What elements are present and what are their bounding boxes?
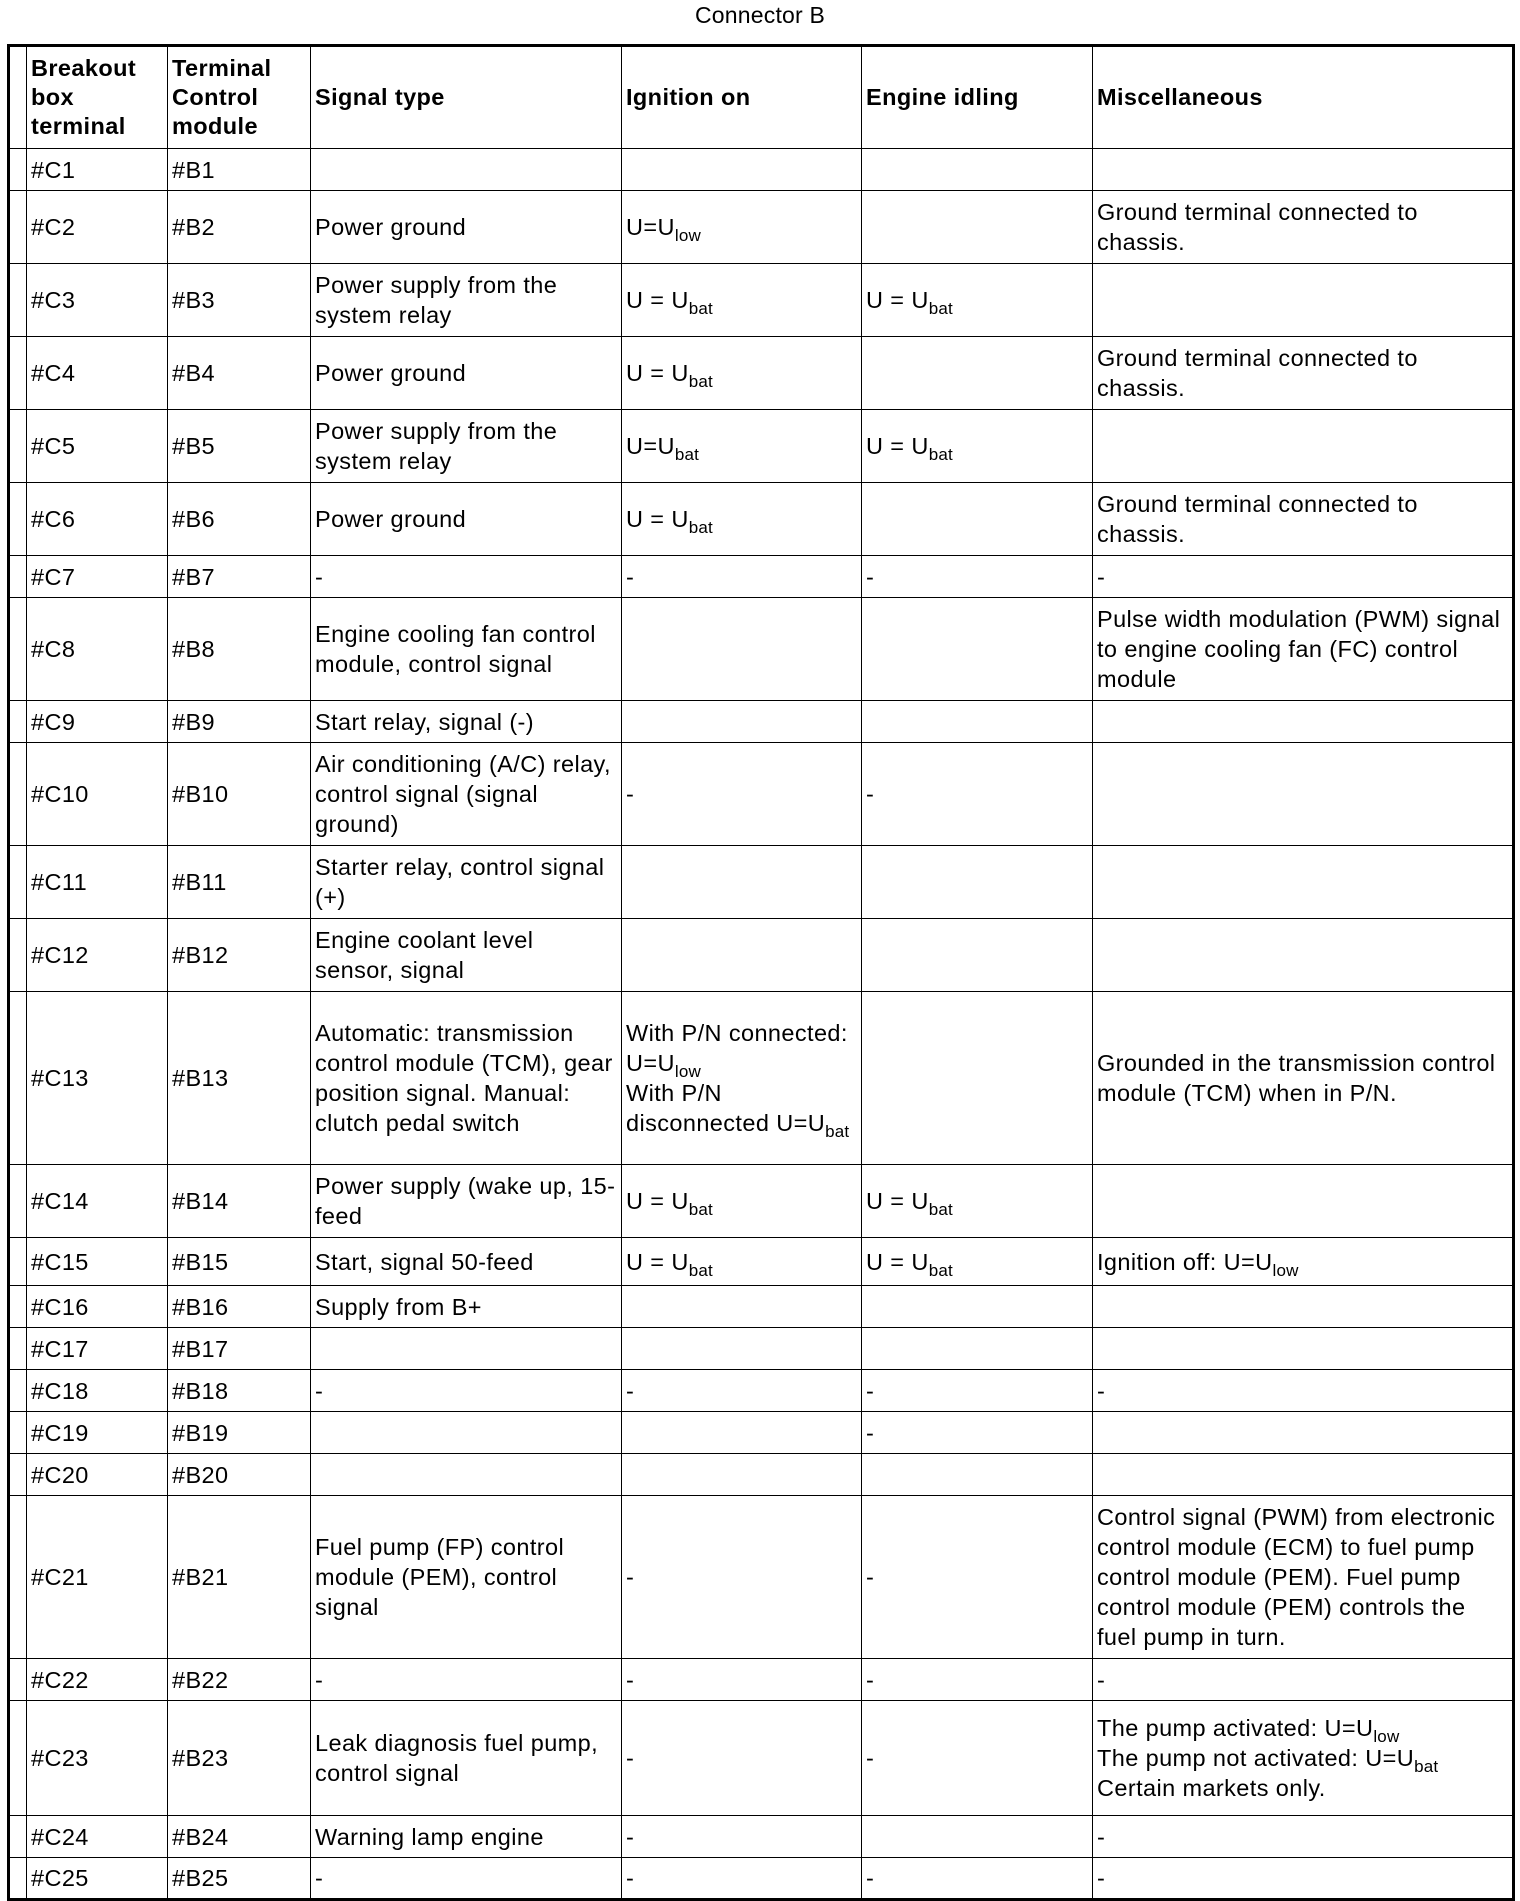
ignition-on-cell <box>622 1286 862 1328</box>
ignition-on-cell: $U = U_{bat}$ <box>622 264 862 337</box>
subscript: bat <box>688 1200 713 1219</box>
col-header-ignition-on: Ignition on <box>622 46 862 149</box>
miscellaneous-cell <box>1093 1165 1514 1238</box>
breakout-terminal-cell: #C3 <box>27 264 168 337</box>
control-module-terminal-cell: #B9 <box>168 701 311 743</box>
table-row <box>9 1659 1514 1701</box>
signal-type-cell: Air conditioning (A/C) relay, control signal (signal ground) <box>311 743 622 846</box>
subscript: bat <box>825 1122 850 1141</box>
engine-idling-cell <box>862 846 1093 919</box>
breakout-terminal-cell: #C1 <box>27 149 168 191</box>
engine-idling-cell <box>862 483 1093 556</box>
table-row <box>9 992 1514 1165</box>
subscript: bat <box>1414 1757 1439 1776</box>
table-row <box>9 337 1514 410</box>
signal-type-cell: Starter relay, control signal (+) <box>311 846 622 919</box>
table-row <box>9 1496 1514 1659</box>
row-gutter <box>9 1165 27 1238</box>
control-module-terminal-cell: #B4 <box>168 337 311 410</box>
table-row <box>9 1165 1514 1238</box>
engine-idling-cell <box>862 1286 1093 1328</box>
subscript: bat <box>928 1200 953 1219</box>
signal-type-cell: - <box>311 556 622 598</box>
signal-type-cell: Power ground <box>311 483 622 556</box>
subscript: low <box>674 1062 701 1081</box>
table-row <box>9 556 1514 598</box>
breakout-terminal-cell: #C8 <box>27 598 168 701</box>
ignition-on-cell <box>622 919 862 992</box>
ignition-on-cell: $U = U_{bat}$ <box>622 1238 862 1286</box>
signal-type-cell: Start relay, signal (-) <box>311 701 622 743</box>
ignition-on-cell <box>622 598 862 701</box>
table-row <box>9 1701 1514 1816</box>
cell-line: Certain markets only. <box>1097 1775 1326 1801</box>
breakout-terminal-cell: #C25 <box>27 1858 168 1900</box>
ignition-on-cell: - <box>622 1701 862 1816</box>
miscellaneous-cell: - <box>1093 556 1514 598</box>
col-header-breakout-box-terminal: Breakout box terminal <box>27 46 168 149</box>
col-header-terminal-control-module: Terminal Control module <box>168 46 311 149</box>
breakout-terminal-cell: #C13 <box>27 992 168 1165</box>
row-gutter <box>9 1858 27 1900</box>
miscellaneous-cell: Grounded in the transmission control module (TCM) when in P/N. <box>1093 992 1514 1165</box>
ignition-on-cell: $U=U_{low}$ <box>622 191 862 264</box>
miscellaneous-cell <box>1093 1286 1514 1328</box>
signal-type-cell: Leak diagnosis fuel pump, control signal <box>311 1701 622 1816</box>
engine-idling-cell: $U = U_{bat}$ <box>862 410 1093 483</box>
breakout-terminal-cell: #C17 <box>27 1328 168 1370</box>
miscellaneous-cell: Ground terminal connected to chassis. <box>1093 337 1514 410</box>
miscellaneous-cell <box>1093 149 1514 191</box>
signal-type-cell: - <box>311 1659 622 1701</box>
control-module-terminal-cell: #B24 <box>168 1816 311 1858</box>
ignition-on-cell: - <box>622 743 862 846</box>
table-row <box>9 1412 1514 1454</box>
col-header-signal-type: Signal type <box>311 46 622 149</box>
engine-idling-cell: $U = U_{bat}$ <box>862 1165 1093 1238</box>
ignition-on-cell: $U = U_{bat}$ <box>622 1165 862 1238</box>
control-module-terminal-cell: #B5 <box>168 410 311 483</box>
table-row <box>9 149 1514 191</box>
engine-idling-cell: - <box>862 1412 1093 1454</box>
table-row <box>9 1370 1514 1412</box>
signal-type-cell: Power ground <box>311 191 622 264</box>
subscript: bat <box>688 1260 713 1280</box>
breakout-terminal-cell: #C19 <box>27 1412 168 1454</box>
engine-idling-cell: - <box>862 743 1093 846</box>
miscellaneous-cell: Ground terminal connected to chassis. <box>1093 191 1514 264</box>
signal-type-cell <box>311 149 622 191</box>
breakout-terminal-cell: #C4 <box>27 337 168 410</box>
ignition-on-cell <box>622 149 862 191</box>
row-gutter <box>9 1328 27 1370</box>
signal-type-cell: Warning lamp engine <box>311 1816 622 1858</box>
engine-idling-cell: - <box>862 1701 1093 1816</box>
breakout-terminal-cell: #C5 <box>27 410 168 483</box>
breakout-terminal-cell: #C12 <box>27 919 168 992</box>
engine-idling-cell: - <box>862 556 1093 598</box>
miscellaneous-cell <box>1093 410 1514 483</box>
row-gutter <box>9 1496 27 1659</box>
control-module-terminal-cell: #B16 <box>168 1286 311 1328</box>
control-module-terminal-cell: #B8 <box>168 598 311 701</box>
signal-type-cell: Power supply (wake up, 15-feed <box>311 1165 622 1238</box>
ignition-on-cell <box>622 992 862 1165</box>
control-module-terminal-cell: #B12 <box>168 919 311 992</box>
row-gutter <box>9 337 27 410</box>
row-gutter <box>9 1659 27 1701</box>
control-module-terminal-cell: #B7 <box>168 556 311 598</box>
table-row <box>9 701 1514 743</box>
row-gutter <box>9 846 27 919</box>
row-gutter <box>9 191 27 264</box>
engine-idling-cell <box>862 337 1093 410</box>
ignition-on-cell: - <box>622 1816 862 1858</box>
signal-type-cell: - <box>311 1858 622 1900</box>
row-gutter <box>9 483 27 556</box>
table-row <box>9 1454 1514 1496</box>
miscellaneous-cell: - <box>1093 1858 1514 1900</box>
miscellaneous-cell: - <box>1093 1816 1514 1858</box>
ignition-on-cell <box>622 1328 862 1370</box>
ignition-on-cell: $U = U_{bat}$ <box>622 483 862 556</box>
breakout-terminal-cell: #C20 <box>27 1454 168 1496</box>
signal-type-cell: - <box>311 1370 622 1412</box>
table-row <box>9 919 1514 992</box>
control-module-terminal-cell: #B22 <box>168 1659 311 1701</box>
engine-idling-cell <box>862 149 1093 191</box>
row-gutter <box>9 1370 27 1412</box>
breakout-terminal-cell: #C22 <box>27 1659 168 1701</box>
breakout-terminal-cell: #C6 <box>27 483 168 556</box>
ignition-on-cell <box>622 846 862 919</box>
table-row <box>9 1858 1514 1900</box>
col-header-miscellaneous: Miscellaneous <box>1093 46 1514 149</box>
row-gutter <box>9 1816 27 1858</box>
control-module-terminal-cell: #B15 <box>168 1238 311 1286</box>
miscellaneous-cell <box>1093 701 1514 743</box>
control-module-terminal-cell: #B17 <box>168 1328 311 1370</box>
row-gutter <box>9 598 27 701</box>
miscellaneous-cell: Control signal (PWM) from electronic control module (ECM) to fuel pump control module (PEM). Fuel pump control module (PEM) controls the fuel pump in turn. <box>1093 1496 1514 1659</box>
row-gutter <box>9 992 27 1165</box>
miscellaneous-cell <box>1093 743 1514 846</box>
engine-idling-cell: $U = U_{bat}$ <box>862 264 1093 337</box>
breakout-terminal-cell: #C9 <box>27 701 168 743</box>
ignition-on-cell <box>622 1454 862 1496</box>
subscript: bat <box>928 299 953 318</box>
row-gutter <box>9 264 27 337</box>
row-gutter <box>9 919 27 992</box>
cell-line: With P/N disconnected $U=U_{bat}$ <box>626 1080 850 1141</box>
subscript: bat <box>928 1260 953 1280</box>
subscript: bat <box>674 445 700 464</box>
miscellaneous-cell <box>1093 1412 1514 1454</box>
control-module-terminal-cell: #B18 <box>168 1370 311 1412</box>
subscript: bat <box>688 299 713 318</box>
engine-idling-cell: - <box>862 1370 1093 1412</box>
control-module-terminal-cell: #B19 <box>168 1412 311 1454</box>
breakout-terminal-cell: #C11 <box>27 846 168 919</box>
table-row <box>9 264 1514 337</box>
miscellaneous-cell: - <box>1093 1659 1514 1701</box>
breakout-terminal-cell: #C18 <box>27 1370 168 1412</box>
signal-type-cell: Power supply from the system relay <box>311 264 622 337</box>
signal-type-cell <box>311 1454 622 1496</box>
engine-idling-cell <box>862 191 1093 264</box>
signal-type-cell: Supply from B+ <box>311 1286 622 1328</box>
subscript: low <box>674 226 701 245</box>
signal-type-cell: Power ground <box>311 337 622 410</box>
col-header-engine-idling: Engine idling <box>862 46 1093 149</box>
engine-idling-cell <box>862 992 1093 1165</box>
signal-type-cell: Automatic: transmission control module (TCM), gear position signal. Manual: clutch pedal switch <box>311 992 622 1165</box>
row-gutter <box>9 1238 27 1286</box>
signal-type-cell <box>311 1328 622 1370</box>
ignition-on-cell: - <box>622 1496 862 1659</box>
row-gutter <box>9 1454 27 1496</box>
connector-b-table <box>7 44 1515 1901</box>
breakout-terminal-cell: #C14 <box>27 1165 168 1238</box>
signal-type-cell: Start, signal 50-feed <box>311 1238 622 1286</box>
engine-idling-cell: - <box>862 1496 1093 1659</box>
row-gutter <box>9 149 27 191</box>
row-gutter <box>9 701 27 743</box>
table-row <box>9 1286 1514 1328</box>
control-module-terminal-cell: #B20 <box>168 1454 311 1496</box>
row-gutter <box>9 1286 27 1328</box>
table-row <box>9 846 1514 919</box>
table-row <box>9 1328 1514 1370</box>
ignition-on-cell: - <box>622 556 862 598</box>
engine-idling-cell: - <box>862 1659 1093 1701</box>
control-module-terminal-cell: #B1 <box>168 149 311 191</box>
engine-idling-cell: - <box>862 1858 1093 1900</box>
row-gutter <box>9 1412 27 1454</box>
table-body <box>9 149 1514 1900</box>
cell-line: The pump activated: $U=U_{low}$ <box>1097 1715 1400 1746</box>
ignition-on-cell: $U = U_{bat}$ <box>622 337 862 410</box>
breakout-terminal-cell: #C10 <box>27 743 168 846</box>
subscript: bat <box>688 372 713 391</box>
subscript: low <box>1272 1260 1299 1280</box>
subscript: bat <box>688 518 713 537</box>
miscellaneous-cell <box>1093 1328 1514 1370</box>
miscellaneous-cell: Ignition off: $U=U_{low}$ <box>1093 1238 1514 1286</box>
breakout-terminal-cell: #C7 <box>27 556 168 598</box>
engine-idling-cell <box>862 1816 1093 1858</box>
engine-idling-cell <box>862 701 1093 743</box>
signal-type-cell: Power supply from the system relay <box>311 410 622 483</box>
control-module-terminal-cell: #B11 <box>168 846 311 919</box>
breakout-terminal-cell: #C15 <box>27 1238 168 1286</box>
table-row <box>9 743 1514 846</box>
ignition-on-cell: - <box>622 1858 862 1900</box>
signal-type-cell <box>311 1412 622 1454</box>
miscellaneous-cell: Pulse width modulation (PWM) signal to engine cooling fan (FC) control module <box>1093 598 1514 701</box>
ignition-on-cell <box>622 1412 862 1454</box>
control-module-terminal-cell: #B6 <box>168 483 311 556</box>
signal-type-cell: Engine cooling fan control module, control signal <box>311 598 622 701</box>
table-row <box>9 483 1514 556</box>
control-module-terminal-cell: #B21 <box>168 1496 311 1659</box>
miscellaneous-cell <box>1093 1454 1514 1496</box>
subscript: low <box>1373 1727 1400 1746</box>
engine-idling-cell <box>862 1328 1093 1370</box>
table-row <box>9 1238 1514 1286</box>
table-caption: Connector B <box>694 2 826 28</box>
control-module-terminal-cell: #B14 <box>168 1165 311 1238</box>
engine-idling-cell <box>862 1454 1093 1496</box>
table-row <box>9 191 1514 264</box>
control-module-terminal-cell: #B10 <box>168 743 311 846</box>
miscellaneous-cell <box>1093 846 1514 919</box>
subscript: bat <box>928 445 953 464</box>
cell-line: With P/N connected: $U=U_{low}$ <box>626 1020 848 1081</box>
miscellaneous-cell: Ground terminal connected to chassis. <box>1093 483 1514 556</box>
miscellaneous-cell <box>1093 1701 1514 1816</box>
control-module-terminal-cell: #B23 <box>168 1701 311 1816</box>
control-module-terminal-cell: #B13 <box>168 992 311 1165</box>
control-module-terminal-cell: #B2 <box>168 191 311 264</box>
engine-idling-cell <box>862 919 1093 992</box>
miscellaneous-cell: - <box>1093 1370 1514 1412</box>
breakout-terminal-cell: #C2 <box>27 191 168 264</box>
row-gutter <box>9 410 27 483</box>
breakout-terminal-cell: #C21 <box>27 1496 168 1659</box>
ignition-on-cell: $U=U_{bat}$ <box>622 410 862 483</box>
control-module-terminal-cell: #B3 <box>168 264 311 337</box>
miscellaneous-cell <box>1093 919 1514 992</box>
row-gutter <box>9 1701 27 1816</box>
engine-idling-cell: $U = U_{bat}$ <box>862 1238 1093 1286</box>
breakout-terminal-cell: #C24 <box>27 1816 168 1858</box>
header-row <box>9 46 1514 149</box>
row-gutter <box>9 556 27 598</box>
ignition-on-cell <box>622 701 862 743</box>
ignition-on-cell: - <box>622 1370 862 1412</box>
breakout-terminal-cell: #C23 <box>27 1701 168 1816</box>
cell-line: The pump not activated: $U=U_{bat}$ <box>1097 1745 1439 1776</box>
table-row <box>9 1816 1514 1858</box>
table-row <box>9 598 1514 701</box>
row-gutter <box>9 743 27 846</box>
ignition-on-cell: - <box>622 1659 862 1701</box>
miscellaneous-cell <box>1093 264 1514 337</box>
gutter-header <box>9 46 27 149</box>
breakout-terminal-cell: #C16 <box>27 1286 168 1328</box>
signal-type-cell: Fuel pump (FP) control module (PEM), control signal <box>311 1496 622 1659</box>
signal-type-cell: Engine coolant level sensor, signal <box>311 919 622 992</box>
engine-idling-cell <box>862 598 1093 701</box>
table-row <box>9 410 1514 483</box>
control-module-terminal-cell: #B25 <box>168 1858 311 1900</box>
